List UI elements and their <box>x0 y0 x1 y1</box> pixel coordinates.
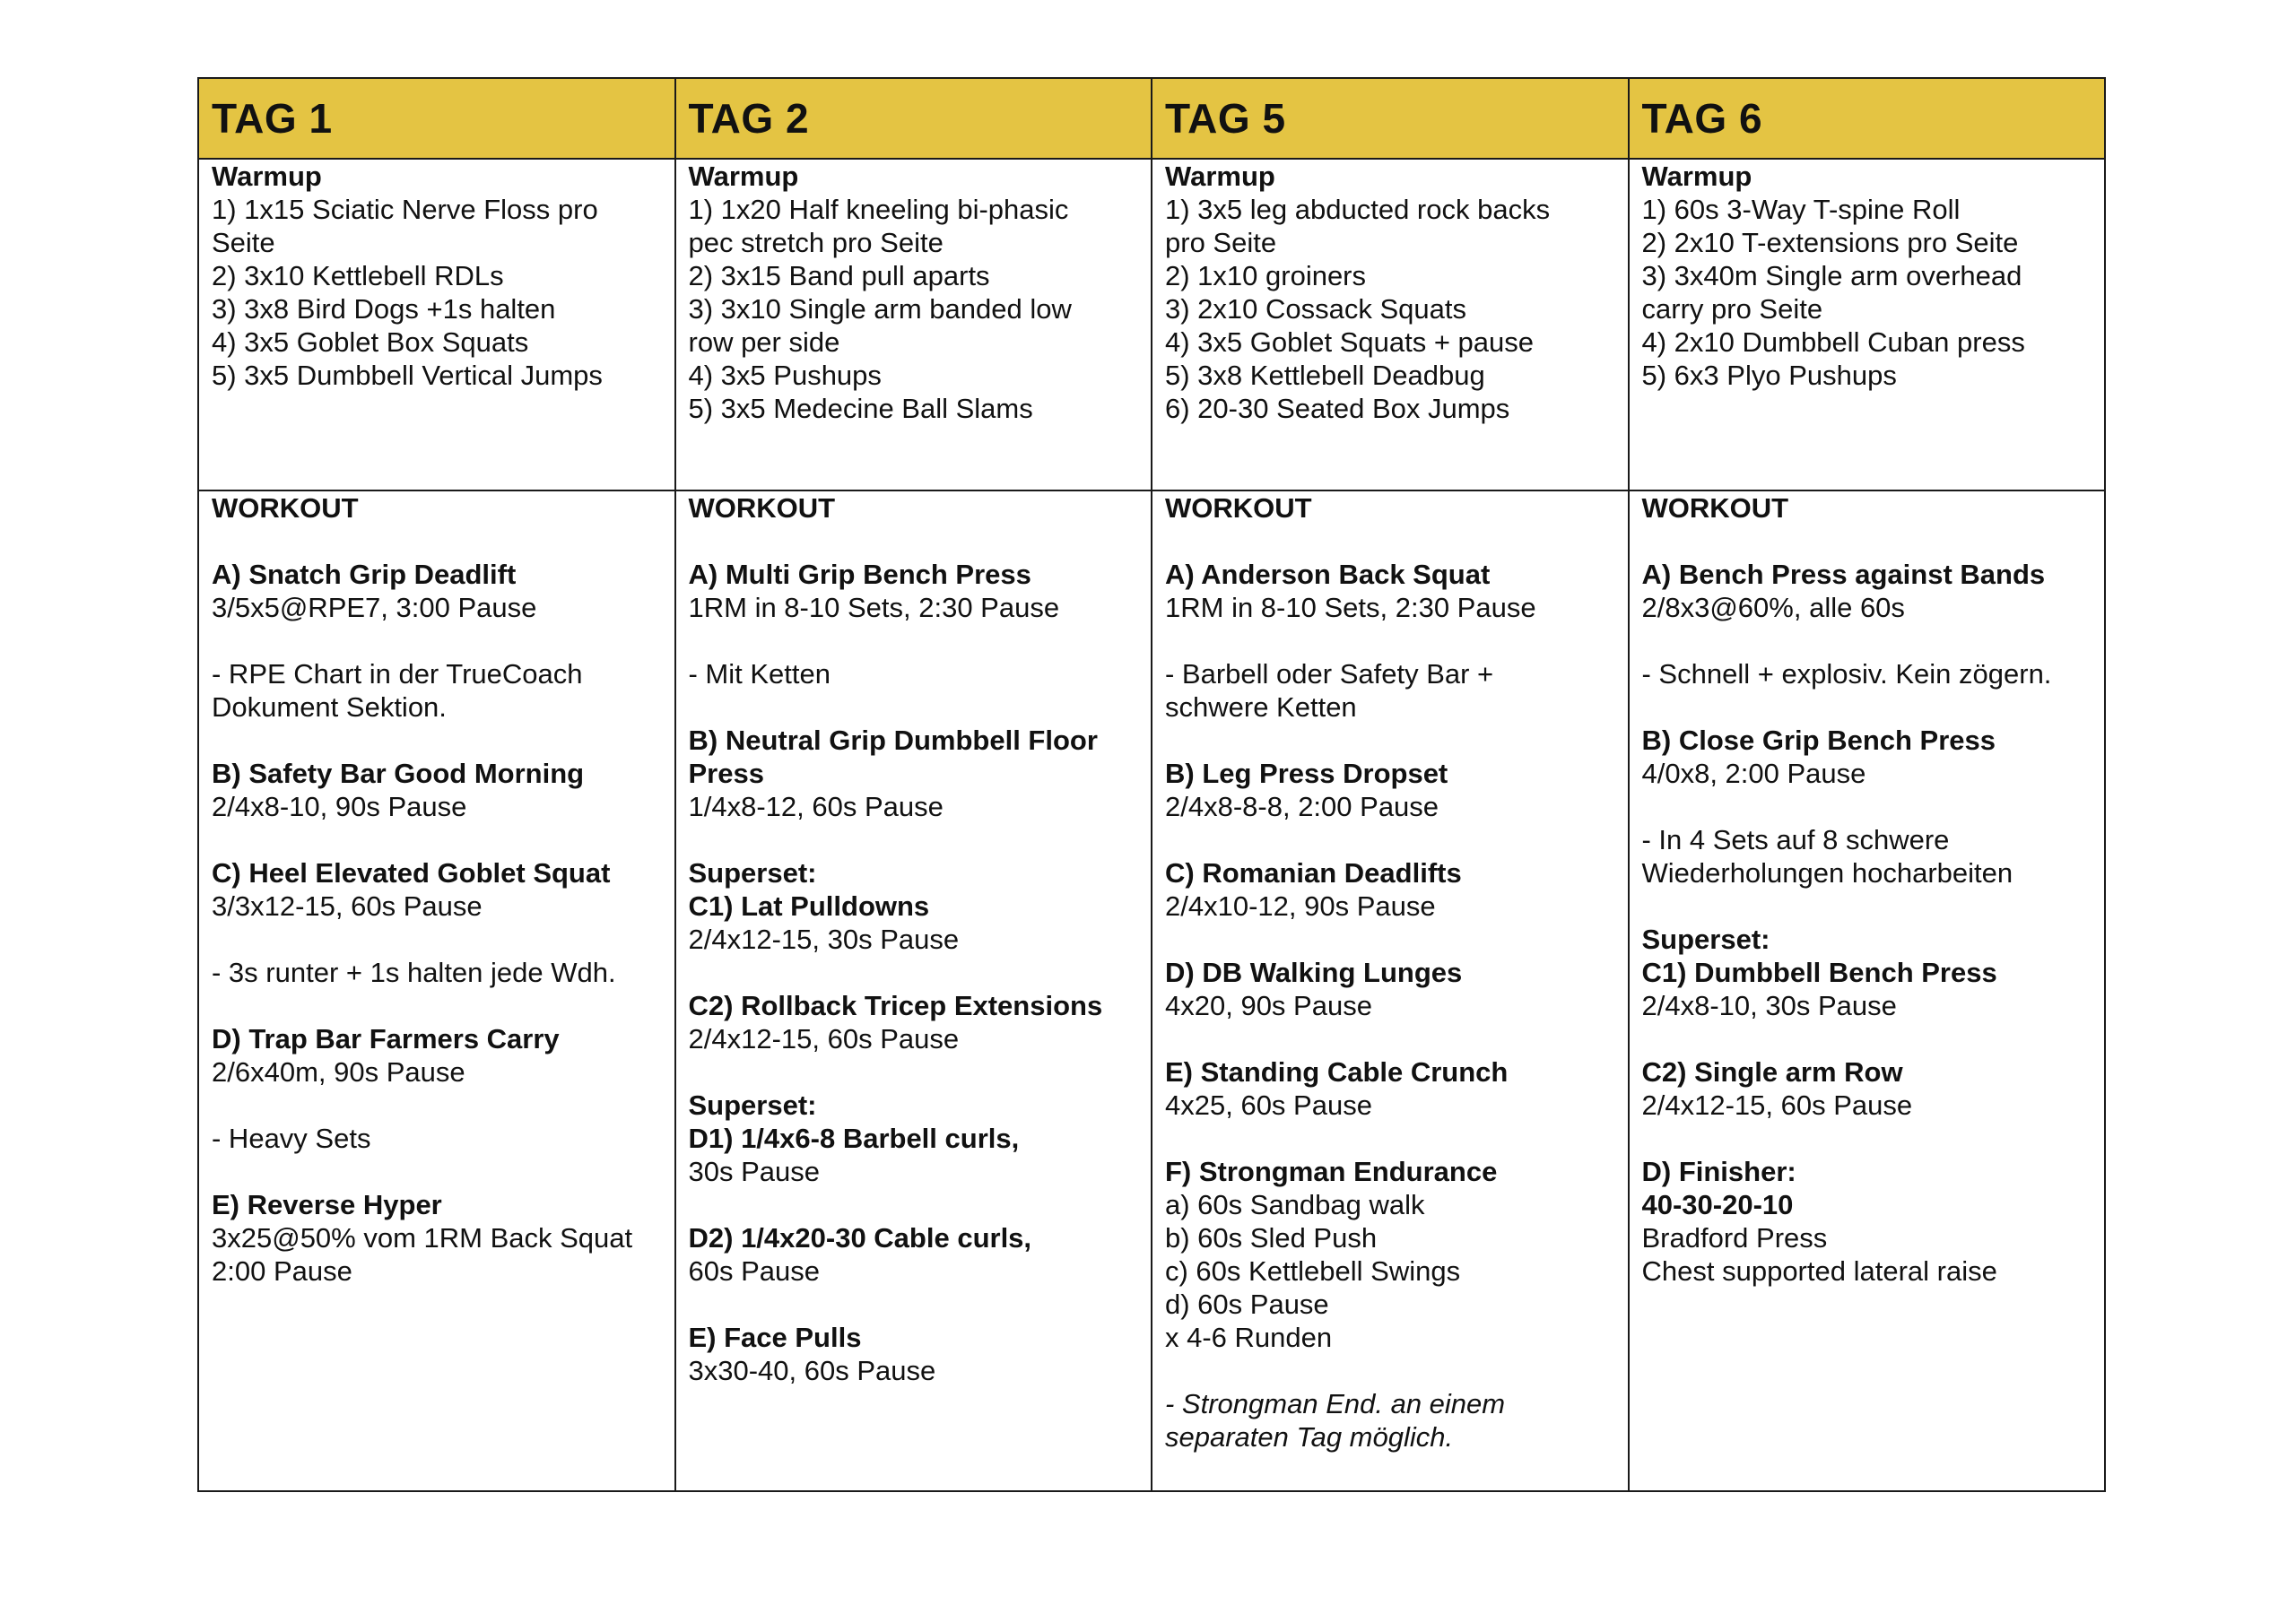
warmup-line: 6) 20-30 Seated Box Jumps <box>1165 393 1510 424</box>
line-gap <box>212 624 662 657</box>
warmup-line: 2) 3x15 Band pull aparts <box>688 260 990 291</box>
workout-line: E) Reverse Hyper <box>212 1189 442 1220</box>
workout-line: 4x20, 90s Pause <box>1165 990 1372 1021</box>
line-gap <box>689 956 1139 989</box>
workout-line: separaten Tag möglich. <box>1165 1421 1454 1453</box>
workout-heading: WORKOUT <box>212 492 359 524</box>
line-gap <box>1642 690 2092 724</box>
line-gap <box>1165 1354 1615 1387</box>
workout-cell <box>1629 490 2106 1491</box>
line-gap <box>689 1055 1139 1089</box>
workout-line: 3/5x5@RPE7, 3:00 Pause <box>212 592 537 623</box>
warmup-line: 1) 1x20 Half kneeling bi-phasic <box>688 194 1069 225</box>
workout-line: - In 4 Sets auf 8 schwere <box>1641 824 1950 855</box>
day-header: TAG 6 <box>1629 78 2106 159</box>
workout-line: B) Leg Press Dropset <box>1165 758 1448 789</box>
warmup-line: row per side <box>688 326 840 358</box>
workout-heading: WORKOUT <box>1165 492 1312 524</box>
workout-line: 30s Pause <box>688 1156 820 1187</box>
line-gap <box>1165 823 1615 856</box>
warmup-line: pec stretch pro Seite <box>688 227 944 258</box>
warmup-line: pro Seite <box>1165 227 1277 258</box>
workout-cell <box>1152 490 1629 1491</box>
workout-line: Superset: <box>688 1089 817 1121</box>
workout-line: - Strongman End. an einem <box>1165 1388 1506 1419</box>
workout-line: b) 60s Sled Push <box>1165 1222 1378 1254</box>
warmup-line: 2) 3x10 Kettlebell RDLs <box>212 260 504 291</box>
day-header: TAG 2 <box>675 78 1152 159</box>
workout-line: 2/4x12-15, 30s Pause <box>688 924 960 955</box>
line-gap <box>212 823 662 856</box>
workout-row <box>198 490 2105 1491</box>
workout-cell <box>198 490 675 1491</box>
workout-line: 3x25@50% vom 1RM Back Squat <box>212 1222 633 1254</box>
workout-line: 2/6x40m, 90s Pause <box>212 1056 465 1088</box>
line-gap <box>1165 1122 1615 1155</box>
warmup-line: carry pro Seite <box>1641 293 1823 325</box>
line-gap <box>1642 1022 2092 1055</box>
workout-line: 2:00 Pause <box>212 1255 352 1287</box>
line-gap <box>1642 624 2092 657</box>
workout-line: D) Trap Bar Farmers Carry <box>212 1023 560 1055</box>
warmup-heading: Warmup <box>1165 161 1275 192</box>
workout-line: 2/4x8-10, 90s Pause <box>212 791 467 822</box>
workout-line: C1) Lat Pulldowns <box>688 890 930 922</box>
workout-line: 1RM in 8-10 Sets, 2:30 Pause <box>1165 592 1536 623</box>
warmup-line: Seite <box>212 227 275 258</box>
workout-line: 2/4x8-10, 30s Pause <box>1641 990 1897 1021</box>
workout-line: 2/4x8-8-8, 2:00 Pause <box>1165 791 1439 822</box>
workout-line: A) Anderson Back Squat <box>1165 559 1491 590</box>
workout-line: d) 60s Pause <box>1165 1289 1329 1320</box>
warmup-row <box>198 159 2105 490</box>
line-gap <box>212 989 662 1022</box>
warmup-line: 4) 3x5 Pushups <box>688 360 882 391</box>
workout-line: F) Strongman Endurance <box>1165 1156 1498 1187</box>
line-gap <box>689 1188 1139 1221</box>
workout-line: 1/4x8-12, 60s Pause <box>688 791 944 822</box>
warmup-line: 3) 3x10 Single arm banded low <box>688 293 1072 325</box>
workout-line: E) Face Pulls <box>688 1322 862 1353</box>
line-gap <box>689 624 1139 657</box>
workout-line: a) 60s Sandbag walk <box>1165 1189 1425 1220</box>
workout-cell <box>675 490 1152 1491</box>
line-gap <box>1165 923 1615 956</box>
warmup-line: 3) 3x8 Bird Dogs +1s halten <box>212 293 556 325</box>
warmup-line: 3) 3x40m Single arm overhead <box>1641 260 2022 291</box>
workout-line: 2/8x3@60%, alle 60s <box>1641 592 1905 623</box>
workout-line: c) 60s Kettlebell Swings <box>1165 1255 1461 1287</box>
warmup-heading: Warmup <box>1641 161 1752 192</box>
warmup-line: 1) 1x15 Sciatic Nerve Floss pro <box>212 194 598 225</box>
warmup-line: 4) 3x5 Goblet Squats + pause <box>1165 326 1535 358</box>
warmup-line: 5) 3x8 Kettlebell Deadbug <box>1165 360 1485 391</box>
workout-line: B) Safety Bar Good Morning <box>212 758 585 789</box>
workout-line: A) Snatch Grip Deadlift <box>212 559 517 590</box>
workout-line: 2/4x12-15, 60s Pause <box>1641 1089 1913 1121</box>
warmup-line: 5) 3x5 Dumbbell Vertical Jumps <box>212 360 603 391</box>
warmup-cell <box>1629 159 2106 490</box>
line-gap <box>1165 525 1615 558</box>
workout-line: 2/4x10-12, 90s Pause <box>1165 890 1436 922</box>
workout-line: - Barbell oder Safety Bar + <box>1165 658 1494 690</box>
workout-line: 2/4x12-15, 60s Pause <box>688 1023 960 1055</box>
line-gap <box>212 1089 662 1122</box>
warmup-line: 5) 3x5 Medecine Ball Slams <box>688 393 1033 424</box>
day-header: TAG 1 <box>198 78 675 159</box>
workout-line: A) Multi Grip Bench Press <box>688 559 1031 590</box>
workout-line: C) Heel Elevated Goblet Squat <box>212 857 611 889</box>
workout-line: - RPE Chart in der TrueCoach <box>212 658 583 690</box>
line-gap <box>689 690 1139 724</box>
workout-line: Superset: <box>688 857 817 889</box>
workout-line: 4x25, 60s Pause <box>1165 1089 1372 1121</box>
workout-line: - Heavy Sets <box>212 1123 371 1154</box>
line-gap <box>212 1155 662 1188</box>
line-gap <box>212 724 662 757</box>
warmup-heading: Warmup <box>212 161 322 192</box>
workout-line: D) DB Walking Lunges <box>1165 957 1463 988</box>
workout-line: C1) Dumbbell Bench Press <box>1641 957 1997 988</box>
workout-line: x 4-6 Runden <box>1165 1322 1333 1353</box>
workout-line: D1) 1/4x6-8 Barbell curls, <box>688 1123 1020 1154</box>
line-gap <box>1165 624 1615 657</box>
warmup-line: 2) 1x10 groiners <box>1165 260 1367 291</box>
line-gap <box>689 823 1139 856</box>
workout-line: D2) 1/4x20-30 Cable curls, <box>688 1222 1032 1254</box>
day-header: TAG 5 <box>1152 78 1629 159</box>
header-row <box>198 78 2105 159</box>
line-gap <box>1165 1022 1615 1055</box>
workout-line: 4/0x8, 2:00 Pause <box>1641 758 1866 789</box>
warmup-heading: Warmup <box>688 161 799 192</box>
workout-line: schwere Ketten <box>1165 691 1357 723</box>
workout-line: C2) Rollback Tricep Extensions <box>688 990 1103 1021</box>
workout-line: C2) Single arm Row <box>1641 1056 1903 1088</box>
workout-line: Dokument Sektion. <box>212 691 447 723</box>
line-gap <box>1642 1122 2092 1155</box>
workout-line: C) Romanian Deadlifts <box>1165 857 1462 889</box>
warmup-line: 4) 3x5 Goblet Box Squats <box>212 326 529 358</box>
warmup-line: 2) 2x10 T-extensions pro Seite <box>1641 227 2019 258</box>
warmup-line: 4) 2x10 Dumbbell Cuban press <box>1641 326 2025 358</box>
warmup-cell <box>675 159 1152 490</box>
warmup-line: 5) 6x3 Plyo Pushups <box>1641 360 1897 391</box>
workout-line: B) Close Grip Bench Press <box>1641 725 1996 756</box>
workout-line: 3/3x12-15, 60s Pause <box>212 890 483 922</box>
line-gap <box>1642 790 2092 823</box>
warmup-line: 1) 60s 3-Way T-spine Roll <box>1641 194 1961 225</box>
workout-heading: WORKOUT <box>688 492 836 524</box>
line-gap <box>689 1288 1139 1321</box>
workout-line: 3x30-40, 60s Pause <box>688 1355 936 1386</box>
line-gap <box>1642 525 2092 558</box>
line-gap <box>1642 890 2092 923</box>
line-gap <box>212 525 662 558</box>
workout-line: B) Neutral Grip Dumbbell Floor <box>688 725 1098 756</box>
line-gap <box>689 525 1139 558</box>
workout-line: Wiederholungen hocharbeiten <box>1641 857 2013 889</box>
workout-line: D) Finisher: <box>1641 1156 1796 1187</box>
line-gap <box>212 923 662 956</box>
workout-line: Bradford Press <box>1641 1222 1828 1254</box>
workout-line: 40-30-20-10 <box>1641 1189 1794 1220</box>
workout-line: 1RM in 8-10 Sets, 2:30 Pause <box>688 592 1060 623</box>
warmup-cell <box>198 159 675 490</box>
workout-line: Press <box>688 758 764 789</box>
workout-line: E) Standing Cable Crunch <box>1165 1056 1509 1088</box>
workout-line: - Mit Ketten <box>688 658 831 690</box>
warmup-cell <box>1152 159 1629 490</box>
line-gap <box>1165 724 1615 757</box>
workout-line: A) Bench Press against Bands <box>1641 559 2046 590</box>
training-plan-table <box>197 77 2106 1492</box>
workout-line: Superset: <box>1641 924 1770 955</box>
workout-line: - Schnell + explosiv. Kein zögern. <box>1641 658 2052 690</box>
warmup-line: 1) 3x5 leg abducted rock backs <box>1165 194 1551 225</box>
workout-line: - 3s runter + 1s halten jede Wdh. <box>212 957 616 988</box>
warmup-line: 3) 2x10 Cossack Squats <box>1165 293 1467 325</box>
workout-heading: WORKOUT <box>1641 492 1789 524</box>
workout-line: 60s Pause <box>688 1255 820 1287</box>
workout-line: Chest supported lateral raise <box>1641 1255 1997 1287</box>
